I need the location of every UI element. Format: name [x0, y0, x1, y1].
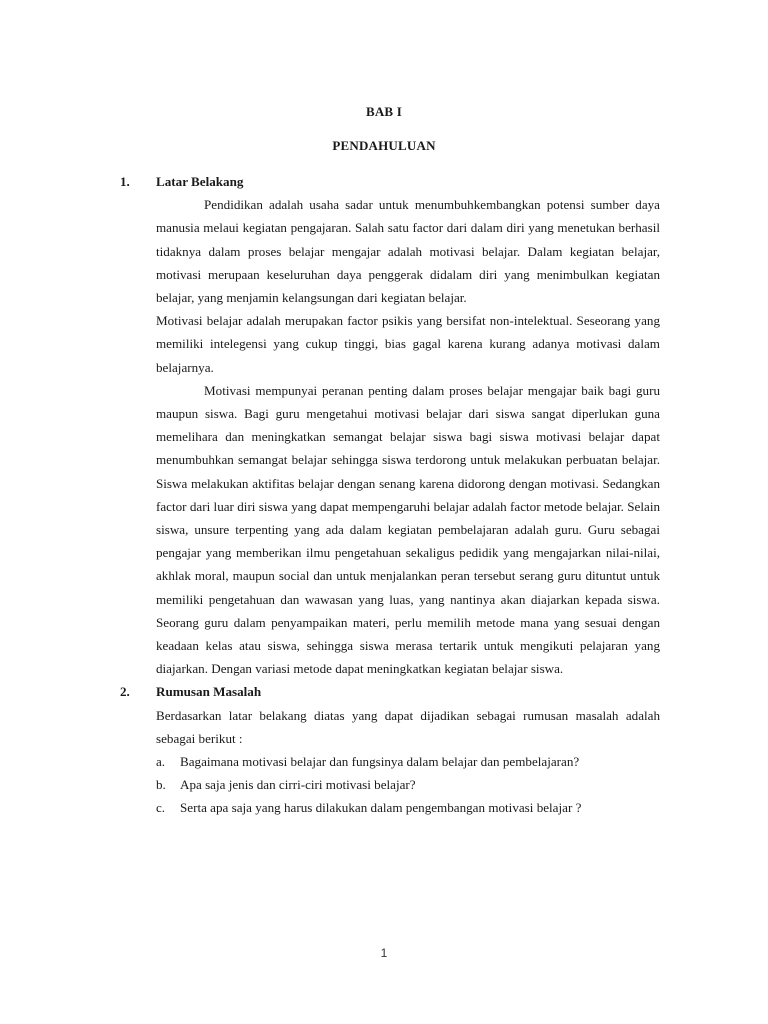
list-item [156, 750, 660, 773]
list-item [156, 773, 660, 796]
section-number: 2. [120, 684, 130, 700]
document-body [120, 170, 660, 820]
section-title-text: Latar Belakang [156, 174, 244, 189]
paragraph: Motivasi mempunyai peranan penting dalam proses belajar mengajar baik bagi guru maupun siswa. Bagi guru mengetahui motivasi belajar dari siswa sangat diperlukan guna memelihara dan meningkatkan semangat belajar siswa bagi siswa motivasi belajar dapat menumbuhkan semangat belajar sehingga siswa terdorong untuk melakukan perbuatan belajar. Siswa melakukan aktifitas belajar dengan senang karena didorong dengan motivasi. Sedangkan factor dari luar diri siswa yang dapat mempengaruhi belajar adalah factor metode belajar. Selain siswa, unsure terpenting yang ada dalam kegiatan pembelajaran adalah guru. Guru sebagai pengajar yang memberikan ilmu pengetahuan sekaligus pedidik yang mengajarkan nilai-nilai, akhlak moral, maupun social dan untuk menjalankan peran tersebut serang guru dituntut untuk memiliki pengetahuan dan wawasan yang luas, yang nantinya akan diajarkan kepada siswa. Seorang guru dalam penyampaikan materi, perlu memilih metode mana yang sesuai dengan keadaan kelas atau siswa, sehingga siswa merasa tertarik untuk mengikuti pelajaran yang diajarkan. Dengan variasi metode dapat meningkatkan kegiatan belajar siswa. [156, 382, 660, 677]
section-number: 1. [120, 174, 130, 189]
chapter-heading: BAB I [365, 104, 403, 119]
paragraph: Motivasi belajar adalah merupakan factor psikis yang bersifat non-intelektual. Seseorang yang memiliki intelegensi yang cukup tinggi, bias gagal karena kurang adanya motivasi dalam belajarnya. [156, 313, 660, 375]
section-title-text: Rumusan Masalah [156, 684, 262, 700]
list-item-text: Serta apa saja yang harus dilakukan dalam pengembangan motivasi belajar ? [180, 800, 582, 816]
list-marker: c. [156, 800, 166, 816]
list-marker: a. [156, 754, 166, 770]
list-item-text: Bagaimana motivasi belajar dan fungsinya dalam belajar dan pembelajaran? [180, 754, 580, 770]
section-heading-latar-belakang [120, 170, 660, 193]
chapter-title: PENDAHULUAN [332, 138, 436, 153]
page-number: 1 [380, 946, 388, 960]
paragraph: Pendidikan adalah usaha sadar untuk menumbuhkembangkan potensi sumber daya manusia melaui kegiatan pengajaran. Salah satu factor dari dalam diri yang menetukan berhasil tidaknya dalam proses belajar mengajar adalah motivasi belajar. Dalam kegiatan belajar, motivasi merupaan keseluruhan daya penggerak didalam diri yang menimbulkan kegiatan belajar, yang menjamin kelangsungan dari kegiatan belajar. [156, 197, 660, 305]
list-item-text: Apa saja jenis dan cirri-ciri motivasi belajar? [180, 777, 416, 793]
paragraph: Berdasarkan latar belakang diatas yang dapat dijadikan sebagai rumusan masalah adalah sebagai berikut : [156, 707, 660, 746]
problem-list [156, 750, 660, 820]
list-marker: b. [156, 777, 166, 793]
list-item [156, 796, 660, 819]
section-heading-rumusan-masalah [120, 680, 660, 703]
